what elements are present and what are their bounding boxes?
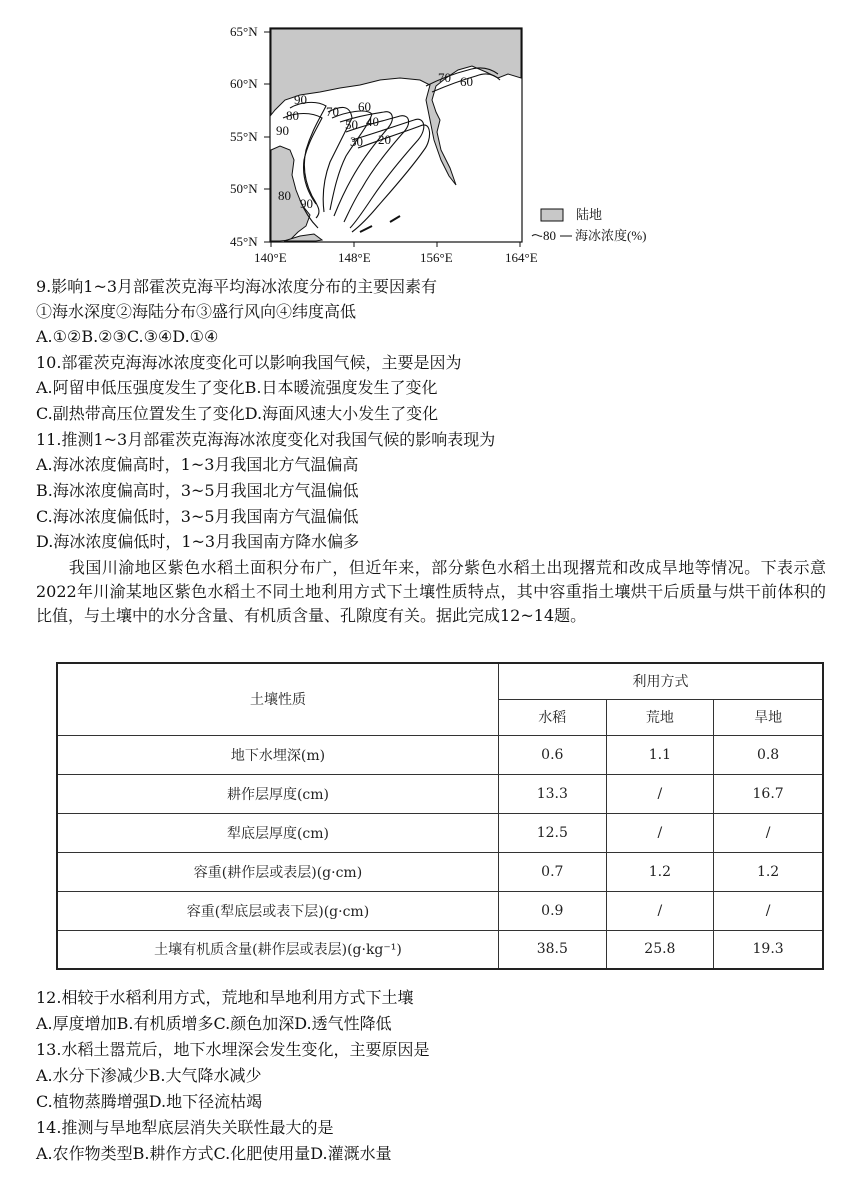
question-line: C.副热带高压位置发生了变化D.海面风速大小发生了变化: [36, 404, 439, 423]
question-line: A.①②B.②③C.③④D.①④: [36, 327, 219, 346]
question-line: B.海冰浓度偏高时，3~5月我国北方气温偏低: [36, 481, 359, 500]
question-line: 13.水稻土嚣荒后，地下水埋深会发生变化，主要原因是: [36, 1040, 430, 1059]
lon-axis: [254, 242, 538, 265]
cell: /: [606, 891, 714, 930]
question-line: A.农作物类型B.耕作方式C.化肥使用量D.灌溉水量: [36, 1144, 392, 1163]
lat-label: 50°N: [230, 181, 258, 196]
table-row: [57, 852, 823, 891]
question-line: 9.影响1~3月部霍茨克海平均海冰浓度分布的主要因素有: [36, 277, 438, 296]
cell: 0.8: [714, 735, 823, 774]
question-line: ①海水深度②海陆分布③盛行风向④纬度高低: [36, 302, 357, 321]
question-line: C.植物蒸腾增强D.地下径流枯竭: [36, 1092, 263, 1111]
row-label: 犁底层厚度(cm): [57, 813, 499, 852]
legend-contour-value: 80: [543, 228, 556, 243]
lat-label: 55°N: [230, 129, 258, 144]
cell: /: [714, 891, 823, 930]
question-line: C.海冰浓度偏低时，3~5月我国南方气温偏低: [36, 507, 359, 526]
cell: /: [606, 774, 714, 813]
lon-label: 164°E: [505, 250, 538, 265]
question-line: A.阿留申低压强度发生了变化B.日本暖流强度发生了变化: [36, 378, 438, 397]
question-line: 12.相较于水稻利用方式，荒地和旱地利用方式下土壤: [36, 988, 414, 1007]
contour-label: 80: [278, 188, 291, 203]
table-row: [57, 891, 823, 930]
legend-contour-line-left: [532, 235, 542, 237]
cell: 1.2: [606, 852, 714, 891]
table-row: [57, 930, 823, 969]
contour-label: 90: [294, 92, 307, 107]
contour-label: 70: [326, 104, 339, 119]
lat-label: 45°N: [230, 234, 258, 249]
passage-text: 我国川渝地区紫色水稻土面积分布广，但近年来，部分紫色水稻土出现撂荒和改成旱地等情况。下表示意2022年川渝某地区紫色水稻土不同土地利用方式下土壤性质特点，其中容重指土壤烘干后质量与烘干前体积的比值，与土壤中的水分含量、有机质含量、孔隙度有关。据此完成12~14题。: [36, 558, 826, 625]
row-label: 耕作层厚度(cm): [57, 774, 499, 813]
contour-label: 40: [366, 114, 379, 129]
contour-label: 80: [286, 108, 299, 123]
contour-label: 20: [378, 132, 391, 147]
contour-label: 90: [300, 196, 313, 211]
cell: 13.3: [499, 774, 607, 813]
cell: 16.7: [714, 774, 823, 813]
cell: 1.2: [714, 852, 823, 891]
cell: 0.9: [499, 891, 607, 930]
soil-properties-table: [56, 662, 824, 970]
contour-label: 70: [438, 70, 451, 85]
table-column-header: 荒地: [606, 699, 714, 735]
cell: 1.1: [606, 735, 714, 774]
cell: 0.6: [499, 735, 607, 774]
table-row: [57, 813, 823, 852]
lat-axis: [230, 24, 270, 249]
legend-contour-label: 海冰浓度(%): [575, 228, 647, 243]
cell: 19.3: [714, 930, 823, 969]
contour-label: 90: [276, 123, 289, 138]
question-line: A.水分下渗减少B.大气降水减少: [36, 1066, 262, 1085]
row-label: 容重(犁底层或表下层)(g·cm): [57, 891, 499, 930]
cell: /: [606, 813, 714, 852]
question-line: 11.推测1~3月部霍茨克海海冰浓度变化对我国气候的影响表现为: [36, 430, 496, 449]
legend-land-label: 陆地: [576, 207, 603, 222]
contour-label: 30: [350, 134, 363, 149]
table-corner-header: 土壤性质: [57, 663, 499, 735]
row-label: 土壤有机质含量(耕作层或表层)(g·kg⁻¹): [57, 930, 499, 969]
cell: 25.8: [606, 930, 714, 969]
lon-label: 140°E: [254, 250, 287, 265]
row-label: 容重(耕作层或表层)(g·cm): [57, 852, 499, 891]
lon-label: 156°E: [420, 250, 453, 265]
legend-land-swatch: [541, 209, 563, 221]
question-line: D.海冰浓度偏低时，1~3月我国南方降水偏多: [36, 532, 360, 551]
lat-label: 60°N: [230, 76, 258, 91]
table-column-header: 旱地: [714, 699, 823, 735]
question-line: A.海冰浓度偏高时，1~3月我国北方气温偏高: [36, 455, 359, 474]
question-line: 14.推测与旱地犁底层消失关联性最大的是: [36, 1118, 334, 1137]
cell: /: [714, 813, 823, 852]
lon-label: 148°E: [338, 250, 371, 265]
lat-label: 65°N: [230, 24, 258, 39]
table-row: [57, 735, 823, 774]
contour-label: 50: [345, 117, 358, 132]
cell: 0.7: [499, 852, 607, 891]
table-column-header: 水稻: [499, 699, 607, 735]
cell: 38.5: [499, 930, 607, 969]
question-line: A.厚度增加B.有机质增多C.颜色加深D.透气性降低: [36, 1014, 392, 1033]
table-group-header: 利用方式: [499, 663, 824, 699]
question-line: 10.部霍茨克海海冰浓度变化可以影响我国气候，主要是因为: [36, 353, 462, 372]
cell: 12.5: [499, 813, 607, 852]
map-legend: [532, 207, 647, 243]
table-row: [57, 774, 823, 813]
sea-ice-map: [0, 0, 860, 275]
row-label: 地下水埋深(m): [57, 735, 499, 774]
contour-label: 60: [460, 74, 473, 89]
passage: [36, 556, 826, 628]
contour-label: 60: [358, 99, 371, 114]
